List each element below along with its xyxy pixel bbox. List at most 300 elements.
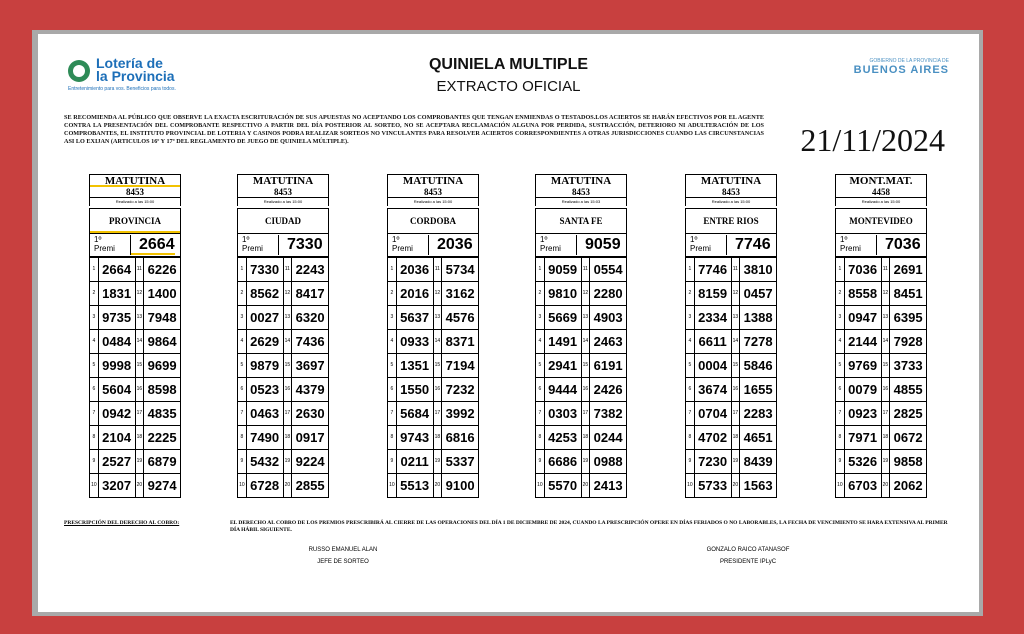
result-number: 1491 — [545, 330, 582, 353]
result-row — [536, 257, 626, 281]
result-number: 3810 — [743, 262, 773, 277]
result-number: 7232 — [445, 382, 475, 397]
position-index: 20 — [732, 474, 741, 497]
position-index: 8 — [536, 426, 545, 449]
result-number: 5604 — [99, 378, 136, 401]
result-number: 7036 — [845, 258, 882, 281]
position-index: 8 — [836, 426, 845, 449]
position-index: 1 — [238, 258, 247, 281]
result-number: 7971 — [845, 426, 882, 449]
position-index: 7 — [686, 402, 695, 425]
draw-column — [685, 174, 777, 498]
draw-number: 8453 — [535, 187, 627, 198]
position-index: 14 — [434, 330, 443, 353]
position-index: 19 — [732, 450, 741, 473]
draw-column — [835, 174, 927, 498]
first-prize-label: Premi — [94, 244, 115, 253]
position-index: 5 — [836, 354, 845, 377]
position-index: 11 — [882, 258, 891, 281]
position-index: 13 — [434, 306, 443, 329]
position-index: 11 — [434, 258, 443, 281]
gov-line2: BUENOS AIRES — [853, 64, 949, 76]
position-index: 16 — [434, 378, 443, 401]
position-index: 3 — [238, 306, 247, 329]
result-number: 6320 — [295, 310, 325, 325]
signature-name: GONZALO RAICO ATANASOF — [706, 547, 790, 553]
result-number: 4576 — [445, 310, 475, 325]
result-number: 9274 — [147, 478, 177, 493]
draw-time: Realizado a las 15:00 — [387, 198, 479, 206]
position-index: 4 — [686, 330, 695, 353]
province-name: CORDOBA — [387, 208, 479, 234]
result-number: 2691 — [893, 262, 923, 277]
position-index: 4 — [836, 330, 845, 353]
result-row — [536, 305, 626, 329]
draw-number: 4458 — [835, 187, 927, 198]
position-index: 16 — [284, 378, 293, 401]
result-number: 6703 — [845, 474, 882, 497]
result-number: 7948 — [147, 310, 177, 325]
position-index: 17 — [284, 402, 293, 425]
result-number: 2629 — [247, 330, 284, 353]
first-prize-label: 1º — [242, 235, 250, 244]
result-number: 0244 — [593, 430, 623, 445]
results-grid — [685, 257, 777, 498]
result-row — [836, 305, 926, 329]
session-label: MATUTINA — [89, 174, 181, 187]
result-number: 3992 — [445, 406, 475, 421]
position-index: 10 — [836, 474, 845, 497]
signature-name: RUSSO EMANUEL ALAN — [308, 547, 378, 553]
gov-line1: GOBIERNO DE LA PROVINCIA DE — [869, 58, 949, 64]
first-prize-value: 2036 — [428, 235, 473, 255]
draw-number: 8453 — [387, 187, 479, 198]
position-index: 10 — [388, 474, 397, 497]
result-number: 0947 — [845, 306, 882, 329]
result-row — [90, 377, 180, 401]
position-index: 12 — [284, 282, 293, 305]
first-prize-value: 2664 — [130, 235, 175, 255]
result-row — [686, 473, 776, 497]
first-prize — [237, 234, 329, 257]
result-number: 0463 — [247, 402, 284, 425]
first-prize-value: 7746 — [726, 235, 771, 255]
result-number: 1351 — [397, 354, 434, 377]
position-index: 14 — [582, 330, 591, 353]
result-number: 7382 — [593, 406, 623, 421]
position-index: 20 — [582, 474, 591, 497]
result-row — [388, 281, 478, 305]
result-number: 2283 — [743, 406, 773, 421]
result-row — [90, 401, 180, 425]
result-number: 0933 — [397, 330, 434, 353]
result-row — [836, 353, 926, 377]
result-number: 6879 — [147, 454, 177, 469]
result-row — [536, 473, 626, 497]
result-number: 2855 — [295, 478, 325, 493]
first-prize — [387, 234, 479, 257]
result-number: 1550 — [397, 378, 434, 401]
position-index: 6 — [90, 378, 99, 401]
position-index: 3 — [686, 306, 695, 329]
position-index: 8 — [686, 426, 695, 449]
result-number: 2463 — [593, 334, 623, 349]
result-number: 2062 — [893, 478, 923, 493]
position-index: 16 — [882, 378, 891, 401]
position-index: 9 — [90, 450, 99, 473]
result-number: 7490 — [247, 426, 284, 449]
result-number: 3697 — [295, 358, 325, 373]
position-index: 15 — [732, 354, 741, 377]
position-index: 12 — [582, 282, 591, 305]
position-index: 9 — [238, 450, 247, 473]
result-row — [238, 305, 328, 329]
result-number: 0672 — [893, 430, 923, 445]
draw-time: Realizado a las 15:00 — [89, 198, 181, 206]
position-index: 5 — [90, 354, 99, 377]
result-number: 9059 — [545, 258, 582, 281]
result-number: 1388 — [743, 310, 773, 325]
position-index: 9 — [686, 450, 695, 473]
position-index: 2 — [388, 282, 397, 305]
result-row — [836, 473, 926, 497]
position-index: 16 — [582, 378, 591, 401]
province-name: PROVINCIA — [89, 208, 181, 234]
result-row — [536, 281, 626, 305]
position-index: 20 — [136, 474, 145, 497]
position-index: 4 — [388, 330, 397, 353]
result-number: 6395 — [893, 310, 923, 325]
result-number: 5669 — [545, 306, 582, 329]
result-number: 7230 — [695, 450, 732, 473]
result-number: 9858 — [893, 454, 923, 469]
result-number: 5337 — [445, 454, 475, 469]
result-row — [836, 425, 926, 449]
position-index: 1 — [686, 258, 695, 281]
position-index: 20 — [434, 474, 443, 497]
first-prize-label: Premi — [242, 244, 263, 253]
first-prize-label: 1º — [94, 235, 102, 244]
result-number: 8439 — [743, 454, 773, 469]
first-prize-label: Premi — [690, 244, 711, 253]
result-number: 0923 — [845, 402, 882, 425]
position-index: 9 — [836, 450, 845, 473]
result-number: 3162 — [445, 286, 475, 301]
draw-column — [535, 174, 627, 498]
result-number: 2527 — [99, 450, 136, 473]
position-index: 20 — [882, 474, 891, 497]
position-index: 11 — [582, 258, 591, 281]
result-number: 2664 — [99, 258, 136, 281]
position-index: 18 — [136, 426, 145, 449]
result-number: 5733 — [695, 474, 732, 497]
result-row — [90, 257, 180, 281]
position-index: 13 — [732, 306, 741, 329]
position-index: 5 — [388, 354, 397, 377]
draw-column — [237, 174, 329, 498]
position-index: 2 — [836, 282, 845, 305]
result-number: 2941 — [545, 354, 582, 377]
result-row — [388, 473, 478, 497]
position-index: 6 — [686, 378, 695, 401]
position-index: 17 — [136, 402, 145, 425]
result-number: 0942 — [99, 402, 136, 425]
position-index: 12 — [136, 282, 145, 305]
result-number: 3674 — [695, 378, 732, 401]
position-index: 13 — [582, 306, 591, 329]
result-row — [536, 353, 626, 377]
position-index: 6 — [536, 378, 545, 401]
result-number: 5570 — [545, 474, 582, 497]
first-prize-label: 1º — [540, 235, 548, 244]
position-index: 16 — [136, 378, 145, 401]
first-prize-label: 1º — [690, 235, 698, 244]
result-row — [238, 353, 328, 377]
result-number: 4253 — [545, 426, 582, 449]
results-grid — [835, 257, 927, 498]
result-number: 7278 — [743, 334, 773, 349]
gov-logo — [854, 58, 949, 76]
result-number: 8417 — [295, 286, 325, 301]
position-index: 18 — [284, 426, 293, 449]
position-index: 8 — [388, 426, 397, 449]
result-number: 3207 — [99, 474, 136, 497]
result-row — [686, 449, 776, 473]
position-index: 11 — [284, 258, 293, 281]
result-row — [686, 257, 776, 281]
result-number: 2426 — [593, 382, 623, 397]
results-grid — [535, 257, 627, 498]
position-index: 1 — [536, 258, 545, 281]
result-row — [388, 305, 478, 329]
position-index: 15 — [284, 354, 293, 377]
result-number: 6816 — [445, 430, 475, 445]
position-index: 10 — [686, 474, 695, 497]
position-index: 2 — [686, 282, 695, 305]
result-number: 2334 — [695, 306, 732, 329]
result-number: 2630 — [295, 406, 325, 421]
draw-time: Realizado a las 15:00 — [685, 198, 777, 206]
position-index: 15 — [882, 354, 891, 377]
position-index: 5 — [686, 354, 695, 377]
first-prize-label: Premi — [392, 244, 413, 253]
result-row — [90, 305, 180, 329]
position-index: 15 — [582, 354, 591, 377]
position-index: 10 — [238, 474, 247, 497]
result-row — [836, 281, 926, 305]
position-index: 1 — [836, 258, 845, 281]
page-title: QUINIELA MULTIPLE — [428, 56, 589, 73]
legal-notice: SE RECOMIENDA AL PÚBLICO QUE OBSERVE LA EXACTA ESCRITURACIÓN DE SUS APUESTAS NO ACEPTANDO LOS COMPROBANTES QUE TENGAN ENMIENDAS O TESTADOS.LOS ACIERTOS SE HARÁN EFECTIVOS POR EL AGENTE CONTRA LA PRESENTACIÓN DEL COMPROBANTE RESPECTIVO A PARTIR DEL DÍA POSTERIOR AL SORTEO, NO SE ACEPTARA RECLAMACIÓN ALGUNA POR PERDIDA, SUSTRACCIÓN, DETERIORO NI ADULTERACIÓN DE LOS COMPROBANTES, EL INSTITUTO PROVINCIAL DE LOTERIA Y CASINOS PODRA REALIZAR SORTEOS NO VINCULANTES PARA RESOLVER ACIERTOS CORRESPONDIENTES A OTRAS JURISDICCIONES CUANDO LAS CIRCUNSTANCIAS ASI LO EXIJAN (ARTICULOS 16º Y 17º DEL REGLAMENTO DE JUEGO DE QUINIELA MÚLTIPLE). — [64, 114, 764, 145]
draw-column — [387, 174, 479, 498]
result-row — [686, 353, 776, 377]
position-index: 15 — [136, 354, 145, 377]
result-number: 5326 — [845, 450, 882, 473]
position-index: 11 — [136, 258, 145, 281]
result-row — [238, 449, 328, 473]
result-row — [388, 401, 478, 425]
position-index: 14 — [882, 330, 891, 353]
result-number: 2036 — [397, 258, 434, 281]
position-index: 14 — [284, 330, 293, 353]
first-prize — [89, 234, 181, 257]
result-row — [836, 257, 926, 281]
result-number: 8558 — [845, 282, 882, 305]
result-number: 6728 — [247, 474, 284, 497]
province-name: SANTA FE — [535, 208, 627, 234]
result-number: 9864 — [147, 334, 177, 349]
result-number: 4651 — [743, 430, 773, 445]
position-index: 19 — [882, 450, 891, 473]
result-row — [90, 329, 180, 353]
result-row — [686, 401, 776, 425]
draw-date: 21/11/2024 — [800, 122, 945, 158]
result-row — [90, 449, 180, 473]
result-number: 0704 — [695, 402, 732, 425]
position-index: 7 — [836, 402, 845, 425]
result-number: 0004 — [695, 354, 732, 377]
result-number: 2104 — [99, 426, 136, 449]
page-subtitle: EXTRACTO OFICIAL — [436, 78, 581, 95]
logo-line1: Lotería de — [96, 55, 163, 71]
result-number: 9769 — [845, 354, 882, 377]
logo-line2: la Provincia — [96, 68, 175, 84]
first-prize-label: Premi — [540, 244, 561, 253]
position-index: 6 — [238, 378, 247, 401]
result-row — [90, 473, 180, 497]
signature-block-2 — [678, 544, 818, 568]
first-prize-value: 9059 — [576, 235, 621, 255]
result-number: 7928 — [893, 334, 923, 349]
position-index: 12 — [434, 282, 443, 305]
position-index: 18 — [434, 426, 443, 449]
position-index: 4 — [238, 330, 247, 353]
position-index: 3 — [536, 306, 545, 329]
result-number: 9879 — [247, 354, 284, 377]
session-label: MONT.MAT. — [835, 174, 927, 187]
result-row — [536, 377, 626, 401]
result-number: 5684 — [397, 402, 434, 425]
draw-column — [89, 174, 181, 498]
result-number: 7330 — [247, 258, 284, 281]
session-label: MATUTINA — [237, 174, 329, 187]
result-row — [238, 329, 328, 353]
position-index: 16 — [732, 378, 741, 401]
result-number: 0027 — [247, 306, 284, 329]
position-index: 14 — [732, 330, 741, 353]
result-row — [238, 257, 328, 281]
result-number: 0079 — [845, 378, 882, 401]
result-number: 7436 — [295, 334, 325, 349]
first-prize-label: 1º — [840, 235, 848, 244]
result-row — [90, 353, 180, 377]
result-row — [238, 425, 328, 449]
position-index: 18 — [582, 426, 591, 449]
result-number: 1655 — [743, 382, 773, 397]
position-index: 9 — [536, 450, 545, 473]
signature-role: JEFE DE SORTEO — [317, 559, 369, 565]
position-index: 4 — [90, 330, 99, 353]
result-number: 1563 — [743, 478, 773, 493]
position-index: 1 — [90, 258, 99, 281]
position-index: 1 — [388, 258, 397, 281]
position-index: 9 — [388, 450, 397, 473]
position-index: 10 — [536, 474, 545, 497]
results-grid — [387, 257, 479, 498]
position-index: 19 — [434, 450, 443, 473]
position-index: 19 — [136, 450, 145, 473]
result-number: 7194 — [445, 358, 475, 373]
result-number: 6191 — [593, 358, 623, 373]
result-row — [536, 425, 626, 449]
position-index: 3 — [388, 306, 397, 329]
first-prize — [685, 234, 777, 257]
result-number: 9699 — [147, 358, 177, 373]
result-number: 2825 — [893, 406, 923, 421]
result-row — [238, 377, 328, 401]
logo-tagline: Entretenimiento para vos. Beneficios para todos. — [68, 86, 176, 92]
result-number: 5846 — [743, 358, 773, 373]
result-number: 3733 — [893, 358, 923, 373]
session-label: MATUTINA — [535, 174, 627, 187]
first-prize-label: 1º — [392, 235, 400, 244]
result-number: 4903 — [593, 310, 623, 325]
prescription-text: EL DERECHO AL COBRO DE LOS PREMIOS PRESCRIBIRÁ AL CIERRE DE LAS OPERACIONES DEL DÍA 1 DE DICIEMBRE DE 2024, CUANDO LA PRESCRIPCIÓN OPERE EN DÍAS FERIADOS O NO LABORABLES, LA FECHA DE VENCIMIENTO SE HARA EXTENSIVA AL PRIMER DÍA HÁBIL SIGUIENTE. — [230, 520, 948, 533]
draw-number: 8453 — [89, 187, 181, 198]
first-prize — [835, 234, 927, 257]
result-number: 8598 — [147, 382, 177, 397]
result-number: 8371 — [445, 334, 475, 349]
first-prize-value: 7330 — [278, 235, 323, 255]
result-row — [388, 329, 478, 353]
signature-role: PRESIDENTE IPLyC — [719, 559, 777, 565]
session-label: MATUTINA — [387, 174, 479, 187]
result-row — [836, 329, 926, 353]
result-row — [686, 281, 776, 305]
position-index: 5 — [536, 354, 545, 377]
result-number: 9444 — [545, 378, 582, 401]
position-index: 17 — [582, 402, 591, 425]
position-index: 4 — [536, 330, 545, 353]
prescription-title: PRESCRIPCIÓN DEL DERECHO AL COBRO: — [64, 520, 180, 526]
result-row — [388, 425, 478, 449]
position-index: 14 — [136, 330, 145, 353]
result-number: 0457 — [743, 286, 773, 301]
result-row — [238, 473, 328, 497]
result-number: 5513 — [397, 474, 434, 497]
position-index: 19 — [582, 450, 591, 473]
result-number: 9743 — [397, 426, 434, 449]
result-row — [536, 449, 626, 473]
position-index: 17 — [732, 402, 741, 425]
draw-time: Realizado a las 15:03 — [535, 198, 627, 206]
result-row — [90, 281, 180, 305]
position-index: 19 — [284, 450, 293, 473]
result-row — [836, 449, 926, 473]
draw-time: Realizado a las 15:00 — [237, 198, 329, 206]
position-index: 17 — [434, 402, 443, 425]
position-index: 7 — [90, 402, 99, 425]
position-index: 5 — [238, 354, 247, 377]
result-number: 0211 — [397, 450, 434, 473]
result-number: 2016 — [397, 282, 434, 305]
result-row — [686, 425, 776, 449]
result-number: 5734 — [445, 262, 475, 277]
position-index: 6 — [836, 378, 845, 401]
result-number: 2280 — [593, 286, 623, 301]
position-index: 7 — [238, 402, 247, 425]
result-number: 0917 — [295, 430, 325, 445]
